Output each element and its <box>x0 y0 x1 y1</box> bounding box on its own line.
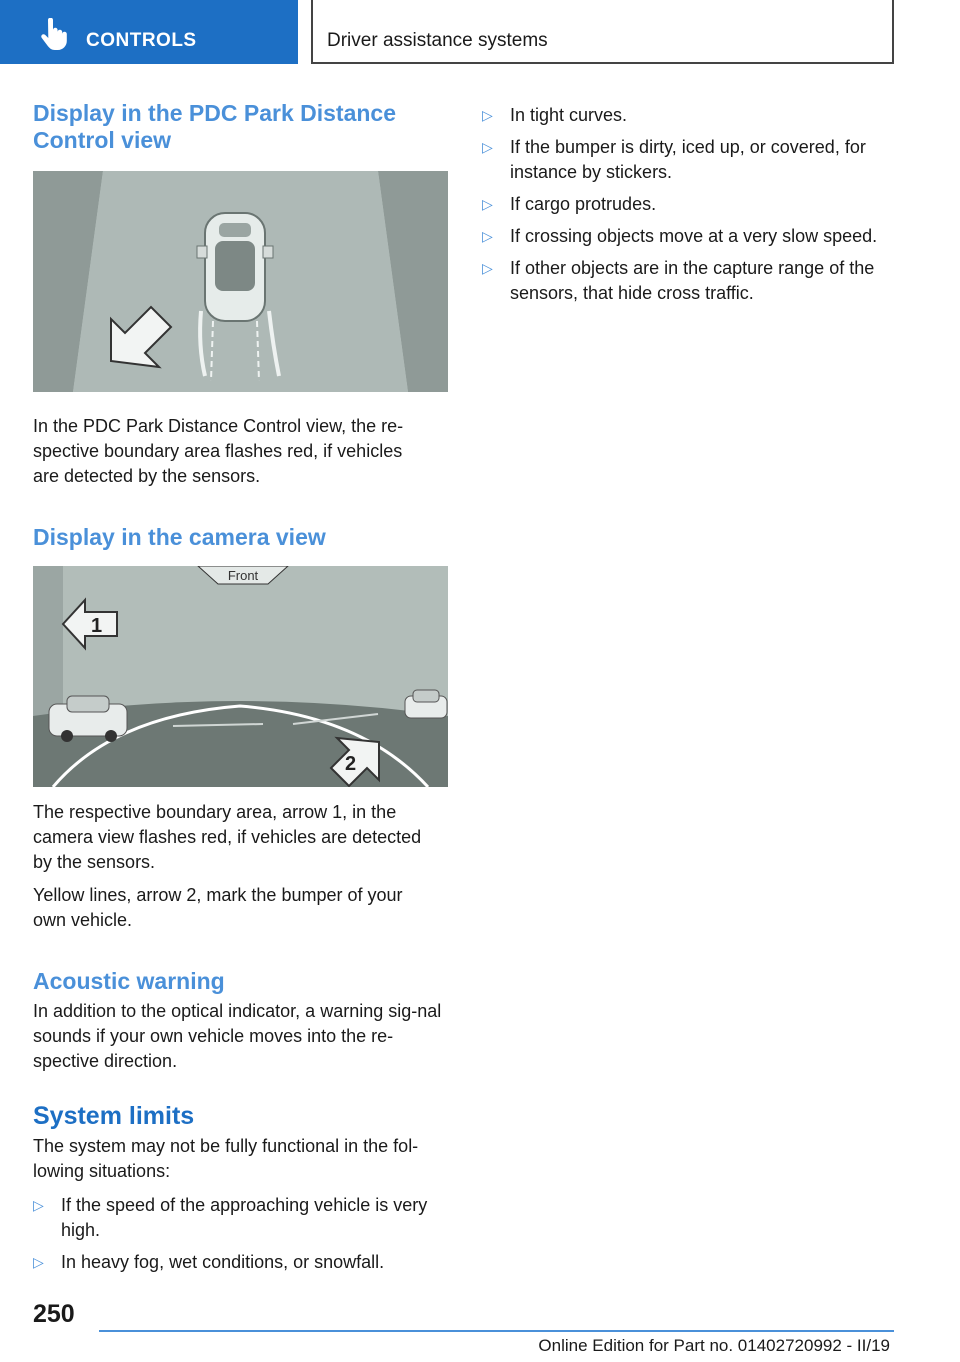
acoustic-heading: Acoustic warning <box>33 968 225 994</box>
pdc-heading: Display in the PDC Park Distance Control view <box>33 100 397 153</box>
list-item: ▷ If other objects are in the capture range of the sensors, that hide cross traffic. <box>482 258 875 303</box>
right-column <box>482 103 902 313</box>
front-label: Front <box>227 568 259 583</box>
triangle-bullet-icon: ▷ <box>33 1197 44 1213</box>
list-item: ▷ In tight curves. <box>482 103 902 128</box>
camera-description-1: The respective boundary area, arrow 1, in the camera view flashes red, if vehicles are detected by the sensors. <box>33 802 422 872</box>
limits-list <box>33 1193 448 1275</box>
list-item: ▷ If the speed of the approaching vehicle is very high. <box>33 1195 428 1240</box>
camera-heading: Display in the camera view <box>33 524 326 550</box>
arrow-2-marker: 2 <box>345 753 357 775</box>
footer-divider <box>99 1330 894 1332</box>
list-item: ▷ If cargo protrudes. <box>482 192 902 217</box>
chapter-tab <box>0 0 298 64</box>
pdc-view-figure <box>33 171 448 392</box>
limits-description: The system may not be fully functional in the fol-lowing situations: <box>33 1136 419 1181</box>
arrow-1-marker: 1 <box>91 615 103 637</box>
triangle-bullet-icon: ▷ <box>482 196 493 212</box>
triangle-bullet-icon: ▷ <box>482 139 493 155</box>
list-item: ▷ If the bumper is dirty, iced up, or covered, for instance by stickers. <box>482 137 866 182</box>
left-column <box>33 100 448 1282</box>
hand-pointer-icon <box>38 18 68 50</box>
triangle-bullet-icon: ▷ <box>33 1254 44 1270</box>
list-item: ▷ In heavy fog, wet conditions, or snowfall. <box>33 1250 448 1275</box>
section-title: Driver assistance systems <box>327 30 548 51</box>
list-item: ▷ If crossing objects move at a very slow speed. <box>482 224 902 249</box>
limits-list-continued <box>482 103 902 306</box>
triangle-bullet-icon: ▷ <box>482 260 493 276</box>
pdc-description: In the PDC Park Distance Control view, the re-spective boundary area flashes red, if vehicles are detected by the sensors. <box>33 416 404 486</box>
triangle-bullet-icon: ▷ <box>482 228 493 244</box>
edition-info: Online Edition for Part no. 01402720992 - II/19 <box>538 1336 890 1355</box>
section-header <box>311 0 894 64</box>
acoustic-description: In addition to the optical indicator, a warning sig-nal sounds if your own vehicle moves into the re-spective direction. <box>33 1001 442 1071</box>
page-number: 250 <box>33 1300 75 1328</box>
camera-view-figure <box>33 566 448 787</box>
camera-description-2: Yellow lines, arrow 2, mark the bumper of your own vehicle. <box>33 885 403 930</box>
chapter-label: CONTROLS <box>86 30 197 51</box>
car-top-view-icon <box>197 213 273 321</box>
limits-heading: System limits <box>33 1102 195 1130</box>
triangle-bullet-icon: ▷ <box>482 107 493 123</box>
